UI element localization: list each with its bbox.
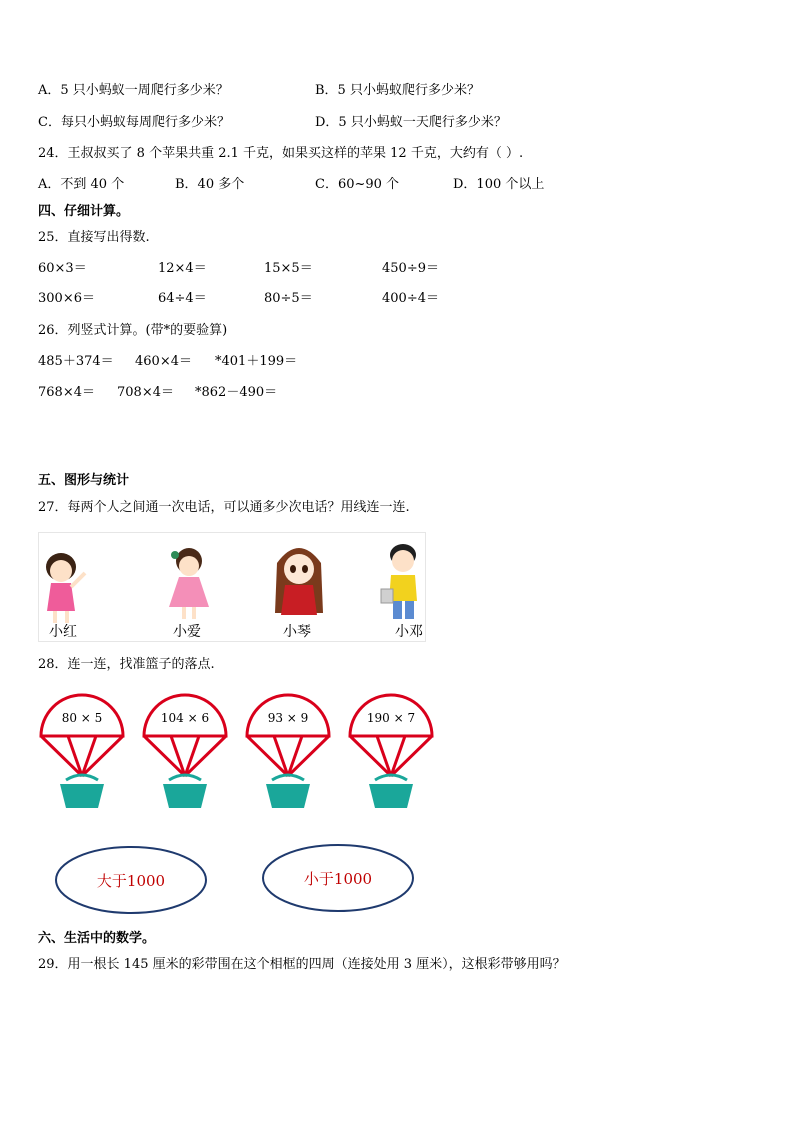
- q25-stem: 25．直接写出得数.: [38, 230, 150, 245]
- parachute-expression: 93 × 9: [267, 711, 309, 725]
- basket-handle-icon: [169, 775, 201, 780]
- q26-stem: 26．列竖式计算。(带*的要验算): [38, 323, 228, 338]
- q25-item: 12×4＝: [158, 261, 207, 276]
- q25-item: 300×6＝: [38, 291, 95, 306]
- section-4-title: 四、仔细计算。: [38, 204, 130, 219]
- girl-xiaoqin-icon: [275, 548, 323, 615]
- q24-option-c: C．60~90 个: [315, 177, 400, 192]
- q25-item: 64÷4＝: [158, 291, 207, 306]
- q25-item: 400÷4＝: [382, 291, 439, 306]
- q26-item: 460×4＝: [135, 354, 192, 369]
- basket-icon: [163, 784, 207, 808]
- q23-option-c: C．每只小蚂蚁每周爬行多少米？: [38, 115, 230, 130]
- basket-icon: [266, 784, 310, 808]
- q28-stem: 28．连一连，找准篮子的落点.: [38, 657, 215, 672]
- q29-stem: 29．用一根长 145 厘米的彩带围在这个相框的四周（连接处用 3 厘米），这根彩带够用吗？: [38, 957, 566, 972]
- girl-xiaohong-icon: [46, 553, 85, 623]
- q26-item: *401＋199＝: [215, 354, 298, 369]
- q23-option-b: B．5 只小蚂蚁爬行多少米？: [315, 83, 480, 98]
- q23-option-d: D．5 只小蚂蚁一天爬行多少米？: [315, 115, 507, 130]
- basket-handle-icon: [272, 775, 304, 780]
- q26-item: 768×4＝: [38, 385, 95, 400]
- person-name-label: 小琴: [283, 624, 311, 640]
- q25-item: 450÷9＝: [382, 261, 439, 276]
- q23-option-a: A．5 只小蚂蚁一周爬行多少米？: [38, 83, 229, 98]
- q24-option-b: B．40 多个: [175, 177, 245, 192]
- parachute-expression: 80 × 5: [61, 711, 103, 725]
- boy-xiaodeng-icon: [381, 544, 417, 619]
- person-name-label: 小邓: [395, 624, 423, 640]
- children-illustration: [39, 533, 425, 641]
- section-5-title: 五、图形与统计: [38, 473, 130, 488]
- q27-stem: 27．每两个人之间通一次电话，可以通多少次电话？用线连一连.: [38, 500, 410, 515]
- basket-icon: [369, 784, 413, 808]
- q24-stem: 24．王叔叔买了 8 个苹果共重 2.1 千克，如果买这样的苹果 12 千克，大约有（ ）.: [38, 146, 524, 161]
- q24-option-a: A．不到 40 个: [38, 177, 125, 192]
- parachute-expression: 190 × 7: [366, 711, 416, 725]
- parachute-expression: 104 × 6: [160, 711, 210, 725]
- girl-xiaoai-icon: [169, 548, 209, 619]
- q24-option-d: D．100 个以上: [453, 177, 545, 192]
- q27-people-figure: [38, 532, 426, 642]
- basket-icon: [60, 784, 104, 808]
- section-6-title: 六、生活中的数学。: [38, 931, 156, 946]
- q26-item: 485＋374＝: [38, 354, 114, 369]
- q25-item: 15×5＝: [264, 261, 313, 276]
- basket-handle-icon: [375, 775, 407, 780]
- basket-handle-icon: [66, 775, 98, 780]
- q26-item: *862－490＝: [195, 385, 278, 400]
- person-name-label: 小爱: [173, 624, 201, 640]
- parachute-diagram: [36, 676, 456, 916]
- q25-item: 60×3＝: [38, 261, 87, 276]
- oval-label: 大于1000: [96, 872, 166, 890]
- q26-item: 708×4＝: [117, 385, 174, 400]
- oval-label: 小于1000: [303, 870, 373, 888]
- person-name-label: 小红: [49, 624, 77, 640]
- q25-item: 80÷5＝: [264, 291, 313, 306]
